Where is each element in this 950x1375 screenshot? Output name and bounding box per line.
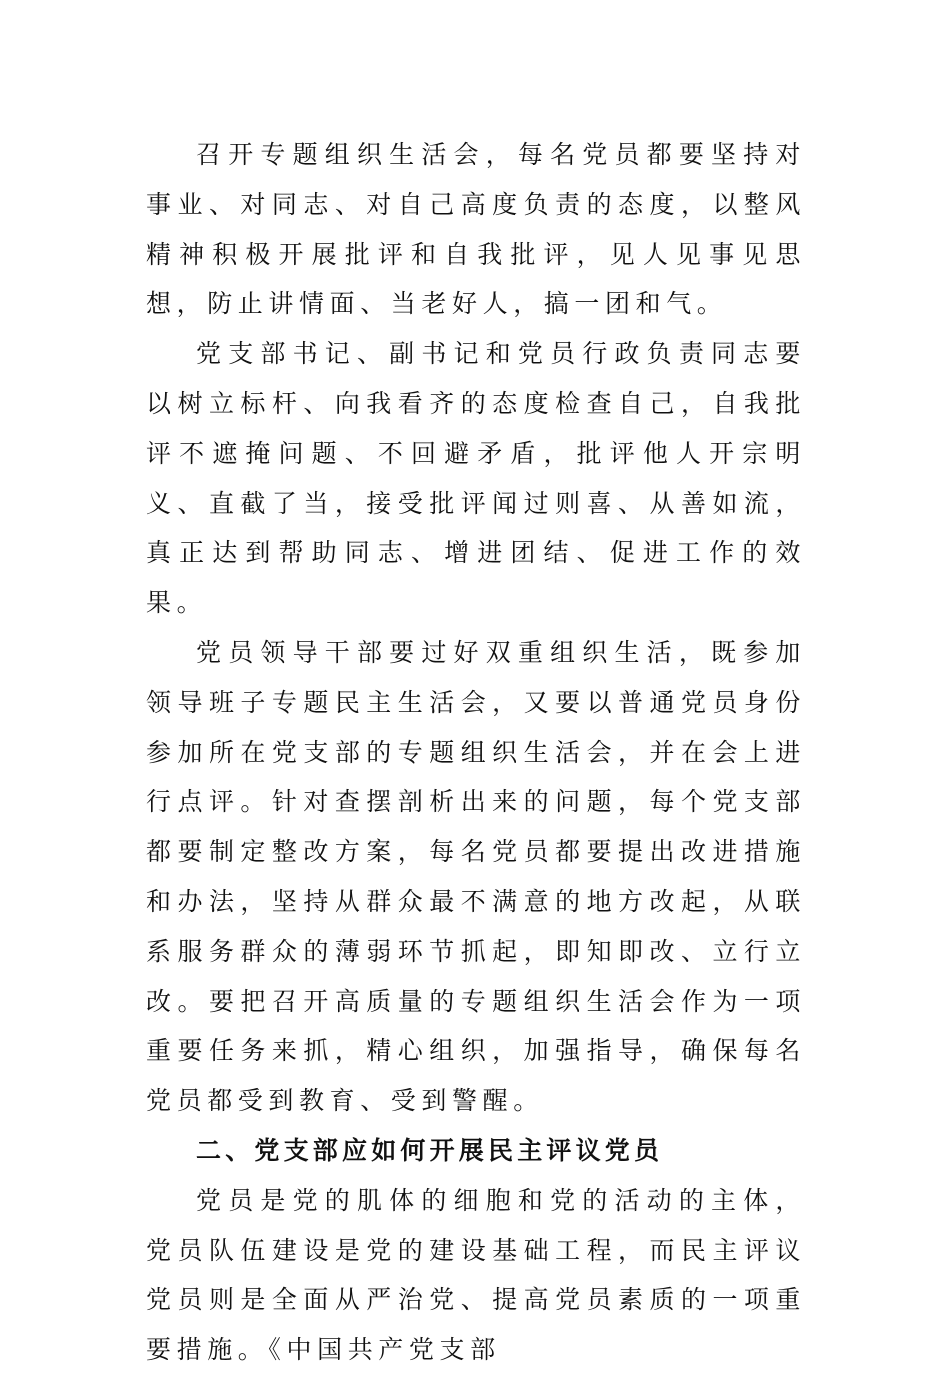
paragraph-2: 党支部书记、副书记和党员行政负责同志要以树立标杆、向我看齐的态度检查自己，自我批评不遮掩问题、不回避矛盾，批评他人开宗明义、直截了当，接受批评闻过则喜、从善如流，真正达到帮助同志、增进团结、促进工作的效果。 — [146, 339, 806, 618]
paragraph-1: 召开专题组织生活会，每名党员都要坚持对事业、对同志、对自己高度负责的态度，以整风精神积极开展批评和自我批评，见人见事见思想，防止讲情面、当老好人，搞一团和气。 — [146, 140, 806, 319]
paragraph-4: 党员是党的肌体的细胞和党的活动的主体，党员队伍建设是党的建设基础工程，而民主评议党员则是全面从严治党、提高党员素质的一项重要措施。《中国共产党支部 — [146, 1185, 806, 1365]
document-body — [146, 130, 806, 1375]
paragraph-3: 党员领导干部要过好双重组织生活，既参加领导班子专题民主生活会，又要以普通党员身份参加所在党支部的专题组织生活会，并在会上进行点评。针对查摆剖析出来的问题，每个党支部都要制定整改方案，每名党员都要提出改进措施和办法，坚持从群众最不满意的地方改起，从联系服务群众的薄弱环节抓起，即知即改、立行立改。要把召开高质量的专题组织生活会作为一项重要任务来抓，精心组织，加强指导，确保每名党员都受到教育、受到警醒。 — [146, 637, 806, 1116]
section-heading: 二、党支部应如何开展民主评议党员 — [196, 1135, 664, 1165]
